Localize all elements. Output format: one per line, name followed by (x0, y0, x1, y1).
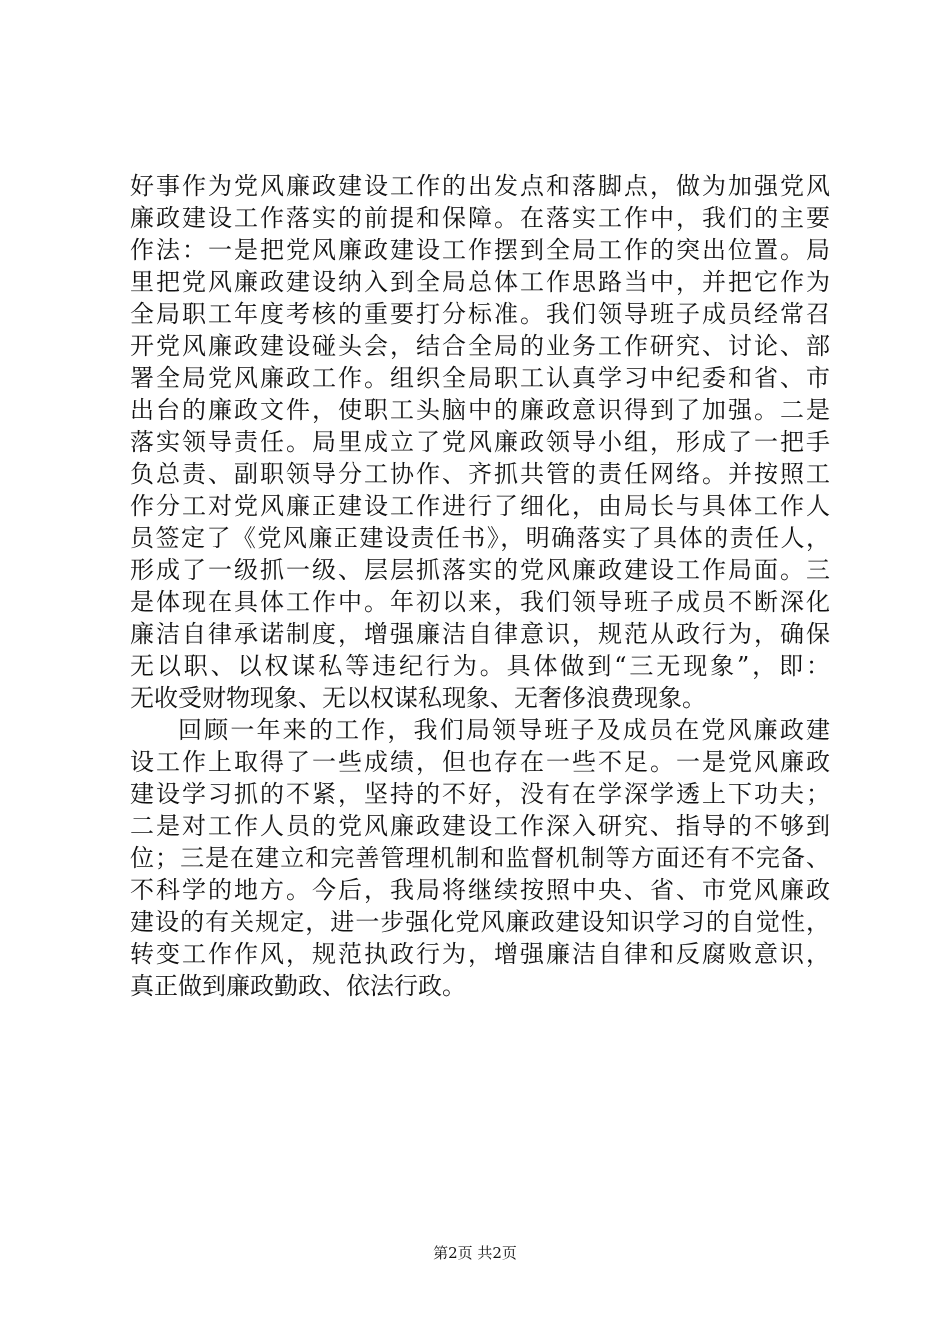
text-line: 位；三是在建立和完善管理机制和监督机制等方面还有不完备、 (130, 844, 830, 872)
text-line: 无收受财物现象、无以权谋私现象、无奢侈浪费现象。 (130, 684, 706, 712)
paragraph-2 (130, 714, 830, 1002)
text-line: 设工作上取得了一些成绩，但也存在一些不足。一是党风廉政 (130, 748, 830, 776)
text-line: 不科学的地方。今后，我局将继续按照中央、省、市党风廉政 (130, 876, 830, 904)
text-line: 作法：一是把党风廉政建设工作摆到全局工作的突出位置。局 (130, 236, 830, 264)
text-line: 里把党风廉政建设纳入到全局总体工作思路当中，并把它作为 (130, 268, 830, 296)
text-line: 开党风廉政建设碰头会，结合全局的业务工作研究、讨论、部 (130, 332, 830, 360)
page-number-label: 第2页 共2页 (433, 1244, 517, 1262)
text-line: 真正做到廉政勤政、依法行政。 (130, 972, 466, 1000)
text-line: 转变工作作风，规范执政行为，增强廉洁自律和反腐败意识， (130, 940, 830, 968)
text-line: 无以职、以权谋私等违纪行为。具体做到“三无现象”，即： (130, 652, 830, 680)
text-line: 出台的廉政文件，使职工头脑中的廉政意识得到了加强。二是 (130, 396, 830, 424)
text-line: 建设学习抓的不紧，坚持的不好，没有在学深学透上下功夫； (130, 780, 830, 808)
text-line: 作分工对党风廉正建设工作进行了细化，由局长与具体工作人 (130, 492, 830, 520)
text-line: 形成了一级抓一级、层层抓落实的党风廉政建设工作局面。三 (130, 556, 830, 584)
text-line: 是体现在具体工作中。年初以来，我们领导班子成员不断深化 (130, 588, 830, 616)
text-line: 全局职工年度考核的重要打分标准。我们领导班子成员经常召 (130, 300, 830, 328)
text-line: 负总责、副职领导分工协作、齐抓共管的责任网络。并按照工 (130, 460, 830, 488)
text-line: 廉洁自律承诺制度，增强廉洁自律意识，规范从政行为，确保 (130, 620, 830, 648)
text-line: 二是对工作人员的党风廉政建设工作深入研究、指导的不够到 (130, 812, 830, 840)
text-line: 好事作为党风廉政建设工作的出发点和落脚点，做为加强党风 (130, 172, 830, 200)
document-body (130, 170, 830, 1002)
text-line: 建设的有关规定，进一步强化党风廉政建设知识学习的自觉性， (130, 908, 830, 936)
text-line: 回顾一年来的工作，我们局领导班子及成员在党风廉政建 (178, 716, 830, 744)
page-footer (0, 1243, 950, 1263)
text-line: 落实领导责任。局里成立了党风廉政领导小组，形成了一把手 (130, 428, 830, 456)
text-line: 署全局党风廉政工作。组织全局职工认真学习中纪委和省、市 (130, 364, 830, 392)
text-line: 员签定了《党风廉正建设责任书》，明确落实了具体的责任人， (130, 524, 830, 552)
text-line: 廉政建设工作落实的前提和保障。在落实工作中，我们的主要 (130, 204, 830, 232)
paragraph-1 (130, 170, 830, 714)
